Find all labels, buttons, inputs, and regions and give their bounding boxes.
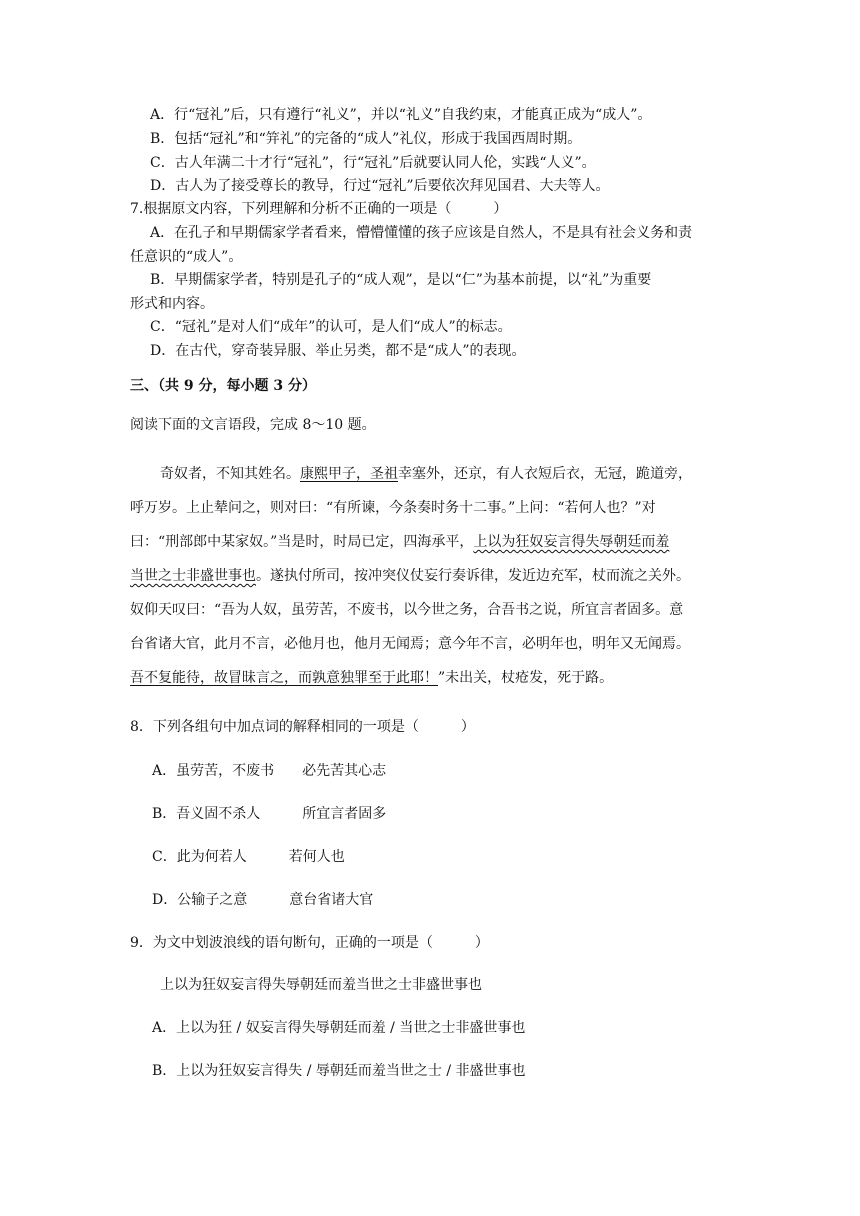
- q9-sentence: 上以为狂奴妄言得失辱朝廷而羞当世之士非盛世事也: [160, 977, 482, 993]
- wavy-underlined-text: 上以为狂奴妄言得失辱朝廷而羞: [473, 534, 670, 550]
- q9-option-b: B．上以为狂奴妄言得失 / 辱朝廷而羞当世之士 / 非盛世事也: [152, 1063, 526, 1079]
- q8-option-b: B．吾义固不杀人 所宜言者固多: [152, 806, 387, 822]
- q7-stem: 7.根据原文内容，下列理解和分析不正确的一项是（ ）: [130, 201, 508, 217]
- q8-option-a: A．虽劳苦，不废书 必先苦其心志: [152, 763, 387, 779]
- q7-option-a-line1: A．在孔子和早期儒家学者看来，懵懵懂懂的孩子应该是自然人，不是具有社会义务和责: [150, 225, 693, 241]
- underlined-text: 吾不复能待，故冒昧言之，而孰意独罪至于此耶！: [130, 670, 438, 686]
- underlined-text: 康熙甲子，圣祖: [300, 466, 398, 482]
- passage-line-6: 台省诸大官，此月不言，必他月也，他月无闻焉；意今年不言，必明年也，明年又无闻焉。: [130, 636, 690, 652]
- q7-option-b-line2: 形式和内容。: [130, 296, 214, 312]
- q7-option-a-line2: 任意识的“成人”。: [130, 249, 243, 265]
- passage-text: ”未出关，杖疮发，死于路。: [438, 670, 614, 686]
- passage-text: 幸塞外，还京，有人衣短后衣，无冠，跪道旁，: [398, 466, 692, 482]
- q6-option-b: B．包括“冠礼”和“笄礼”的完备的“成人”礼仪，形成于我国西周时期。: [150, 131, 582, 147]
- passage-text: 。遂执付所司，按冲突仪仗妄行奏诉律，发近边充军，杖而流之关外。: [256, 568, 690, 584]
- q8-stem: 8．下列各组句中加点词的解释相同的一项是（ ）: [130, 719, 475, 735]
- wavy-underlined-text: 当世之士非盛世事也: [130, 568, 256, 584]
- passage-line-7: [130, 668, 613, 688]
- passage-line-1: [160, 464, 692, 484]
- q8-option-d: D．公输子之意 意台省诸大官: [152, 892, 374, 908]
- q8-option-c: C．此为何若人 若何人也: [152, 849, 345, 865]
- q7-option-d: D．在古代，穿奇装异服、举止另类，都不是“成人”的表现。: [150, 343, 526, 359]
- q6-option-d: D．古人为了接受尊长的教导，行过“冠礼”后要依次拜见国君、大夫等人。: [150, 178, 610, 194]
- passage-line-3: [130, 532, 669, 552]
- passage-text: 奇奴者，不知其姓名。: [160, 466, 300, 482]
- passage-line-4: [130, 566, 690, 586]
- passage-line-2: 呼万岁。上止辇问之，则对曰：“有所谏，今条奏时务十二事。”上问：“若何人也？”对: [130, 500, 656, 516]
- q9-option-a: A．上以为狂 / 奴妄言得失辱朝廷而羞 / 当世之士非盛世事也: [152, 1020, 526, 1036]
- q7-option-b-line1: B．早期儒家学者，特别是孔子的“成人观”，是以“仁”为基本前提，以“礼”为重要: [150, 272, 652, 288]
- q9-stem: 9．为文中划波浪线的语句断句，正确的一项是（ ）: [130, 935, 489, 951]
- q6-option-a: A．行“冠礼”后，只有遵行“礼义”，并以“礼义”自我约束，才能真正成为“成人”。: [150, 107, 652, 123]
- section-instruction: 阅读下面的文言语段，完成 8～10 题。: [130, 417, 376, 433]
- q6-option-c: C．古人年满二十才行“冠礼”，行“冠礼”后就要认同人伦，实践“人义”。: [150, 155, 596, 171]
- passage-line-5: 奴仰天叹曰：“吾为人奴，虽劳苦，不废书，以今世之务，合吾书之说，所宜言者固多。意: [130, 602, 684, 618]
- passage-text: 曰：“刑部郎中某家奴。”当是时，时局已定，四海承平，: [130, 534, 474, 550]
- section-heading: 三、（共 9 分，每小题 3 分）: [130, 378, 316, 394]
- q7-option-c: C．“冠礼”是对人们“成年”的认可，是人们“成人”的标志。: [150, 319, 512, 335]
